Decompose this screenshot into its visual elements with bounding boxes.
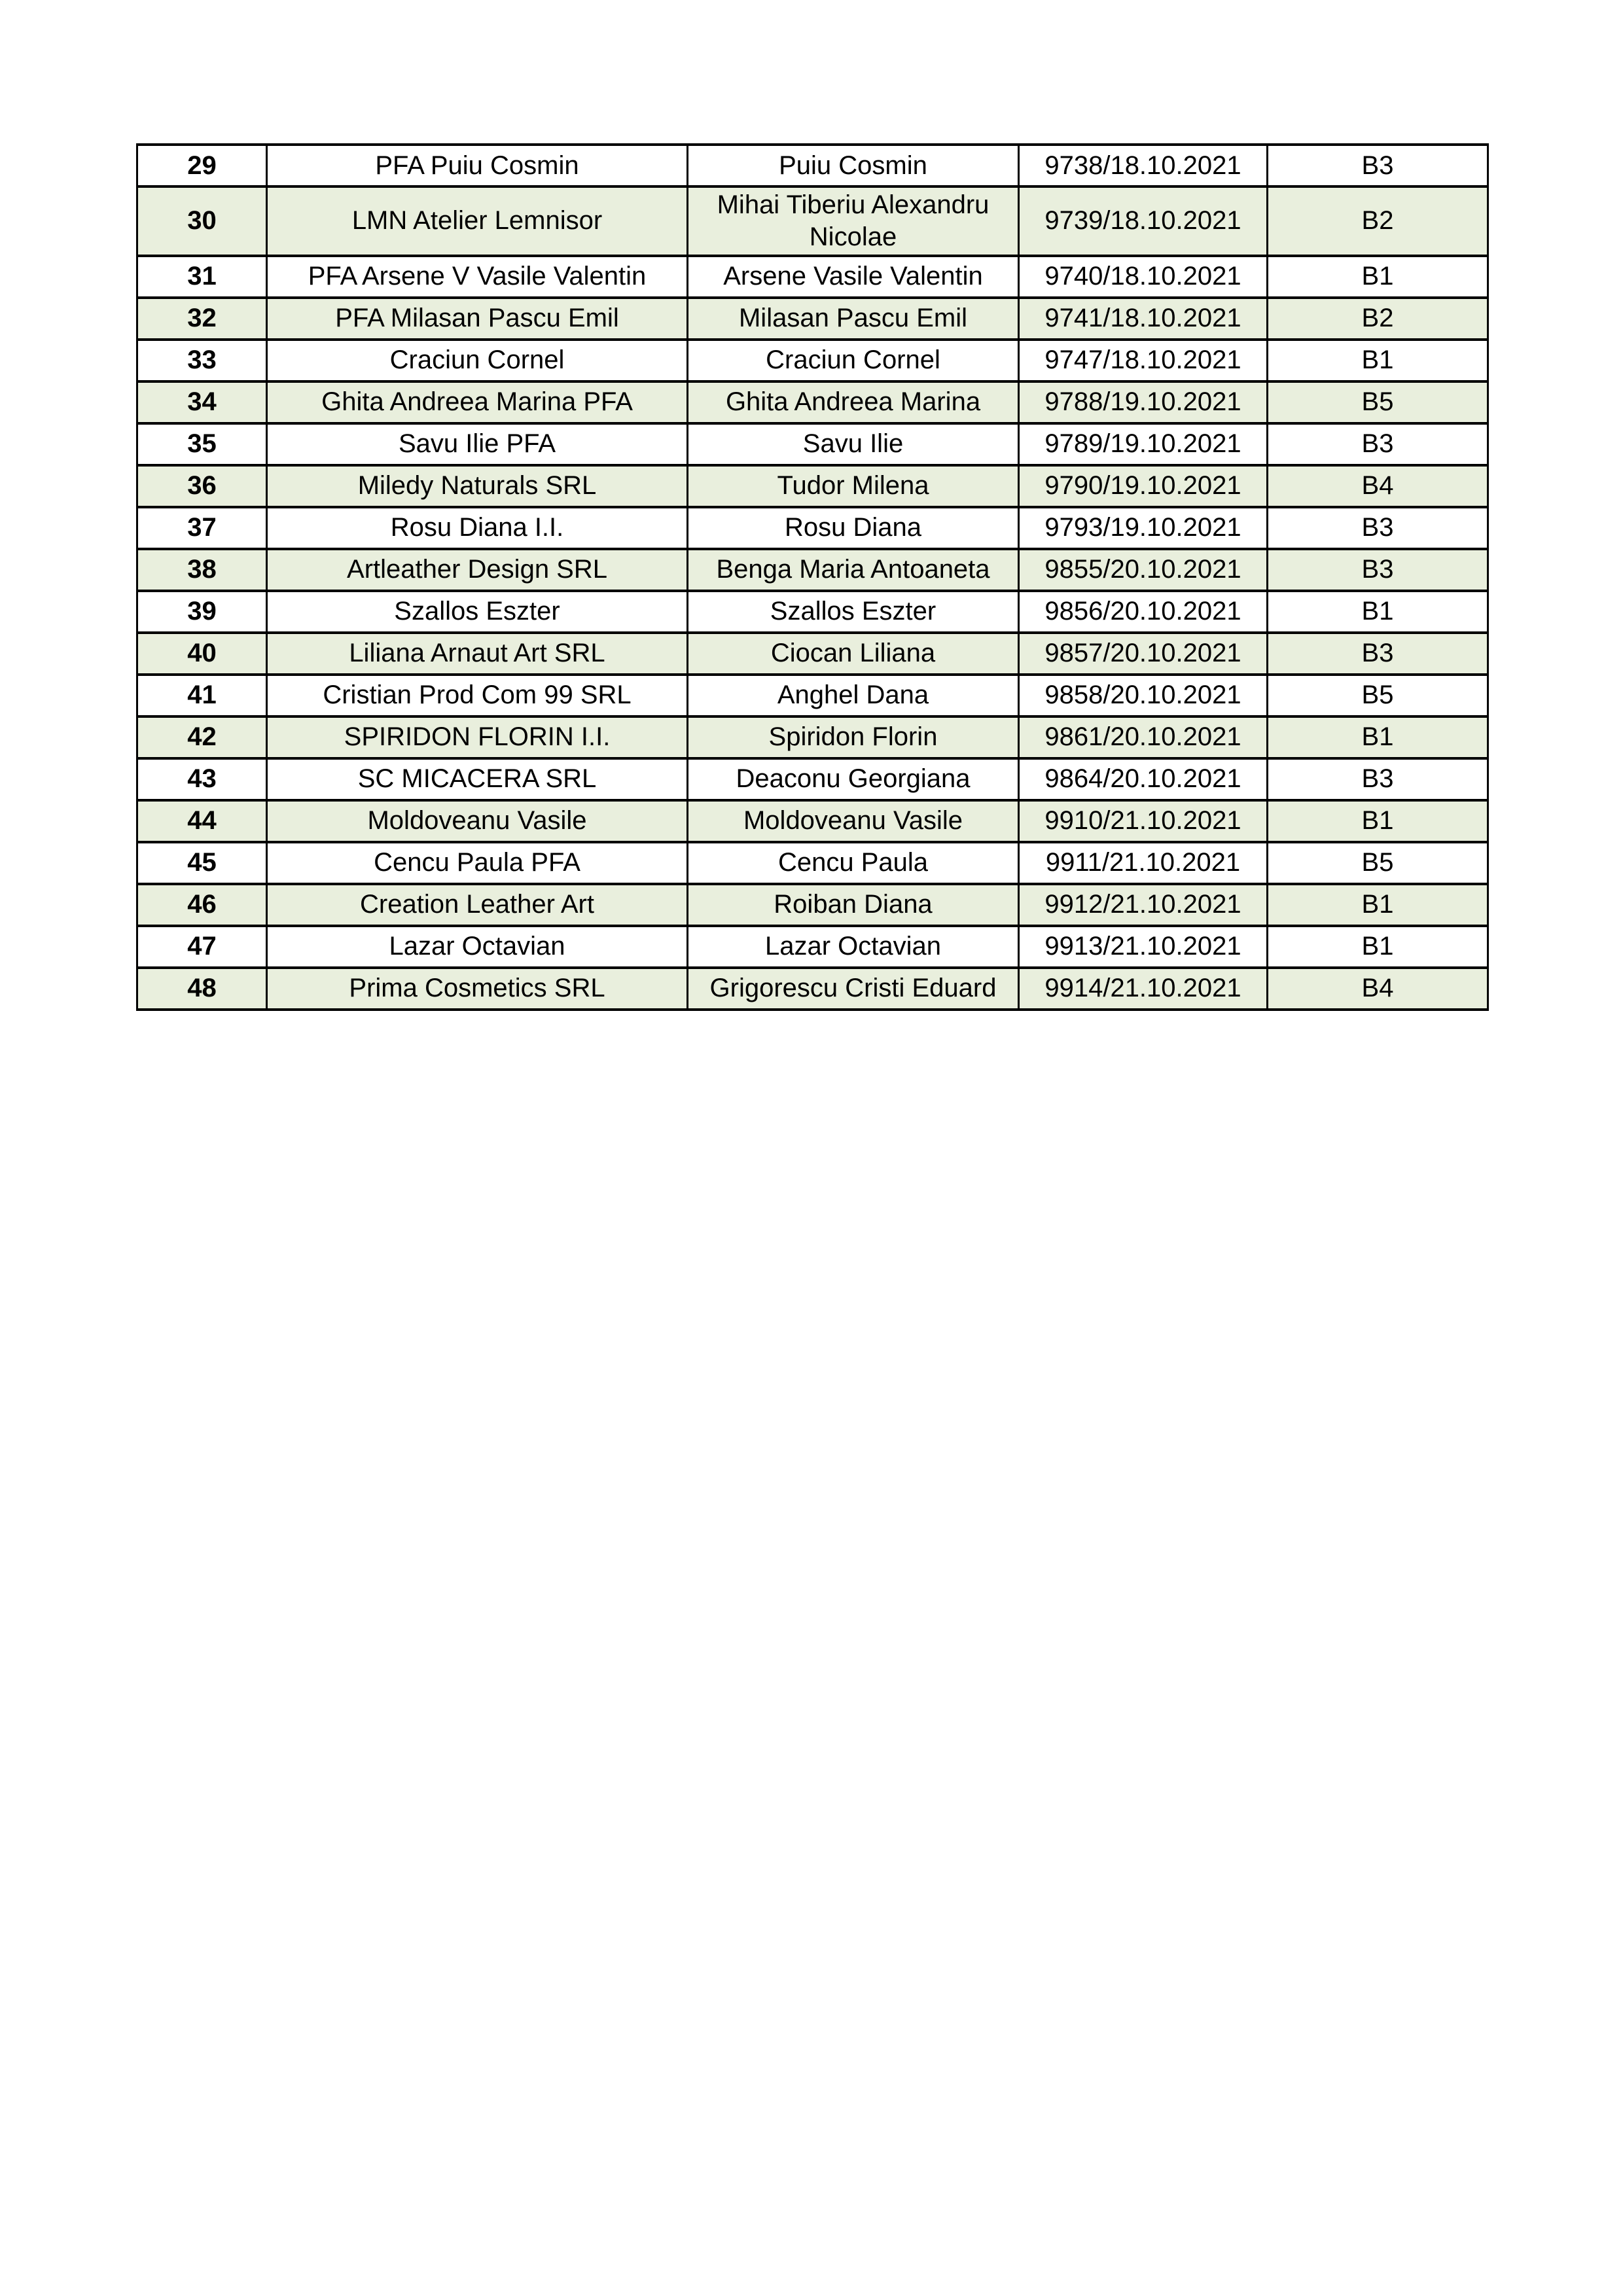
table-row xyxy=(137,465,1488,507)
company-name-cell: Ghita Andreea Marina PFA xyxy=(267,381,688,423)
code-cell: B3 xyxy=(1268,145,1488,186)
table-row xyxy=(137,256,1488,298)
row-number-cell: 32 xyxy=(137,298,267,340)
company-name-cell: PFA Puiu Cosmin xyxy=(267,145,688,186)
company-name-cell: Szallos Eszter xyxy=(267,591,688,633)
person-name-cell: Craciun Cornel xyxy=(688,340,1019,381)
row-number-cell: 29 xyxy=(137,145,267,186)
registration-number-cell: 9738/18.10.2021 xyxy=(1019,145,1268,186)
registration-number-cell: 9911/21.10.2021 xyxy=(1019,842,1268,884)
code-cell: B1 xyxy=(1268,340,1488,381)
person-name-cell: Roiban Diana xyxy=(688,884,1019,926)
person-name-cell: Deaconu Georgiana xyxy=(688,758,1019,800)
registration-number-cell: 9788/19.10.2021 xyxy=(1019,381,1268,423)
table-row xyxy=(137,968,1488,1010)
row-number-cell: 34 xyxy=(137,381,267,423)
person-name-cell: Grigorescu Cristi Eduard xyxy=(688,968,1019,1010)
company-name-cell: Lazar Octavian xyxy=(267,926,688,968)
code-cell: B3 xyxy=(1268,507,1488,549)
code-cell: B1 xyxy=(1268,591,1488,633)
company-name-cell: PFA Arsene V Vasile Valentin xyxy=(267,256,688,298)
row-number-cell: 33 xyxy=(137,340,267,381)
table-row xyxy=(137,186,1488,256)
code-cell: B5 xyxy=(1268,381,1488,423)
registration-number-cell: 9914/21.10.2021 xyxy=(1019,968,1268,1010)
code-cell: B3 xyxy=(1268,633,1488,675)
table-row xyxy=(137,381,1488,423)
row-number-cell: 30 xyxy=(137,186,267,256)
company-name-cell: Craciun Cornel xyxy=(267,340,688,381)
person-name-cell: Lazar Octavian xyxy=(688,926,1019,968)
registration-number-cell: 9910/21.10.2021 xyxy=(1019,800,1268,842)
company-name-cell: Artleather Design SRL xyxy=(267,549,688,591)
row-number-cell: 44 xyxy=(137,800,267,842)
person-name-cell: Szallos Eszter xyxy=(688,591,1019,633)
table-row xyxy=(137,716,1488,758)
row-number-cell: 39 xyxy=(137,591,267,633)
registration-number-cell: 9861/20.10.2021 xyxy=(1019,716,1268,758)
row-number-cell: 48 xyxy=(137,968,267,1010)
person-name-cell: Benga Maria Antoaneta xyxy=(688,549,1019,591)
company-name-cell: Savu Ilie PFA xyxy=(267,423,688,465)
registration-number-cell: 9913/21.10.2021 xyxy=(1019,926,1268,968)
table-row xyxy=(137,340,1488,381)
person-name-cell: Milasan Pascu Emil xyxy=(688,298,1019,340)
row-number-cell: 38 xyxy=(137,549,267,591)
code-cell: B3 xyxy=(1268,549,1488,591)
person-name-cell: Ghita Andreea Marina xyxy=(688,381,1019,423)
company-name-cell: LMN Atelier Lemnisor xyxy=(267,186,688,256)
row-number-cell: 47 xyxy=(137,926,267,968)
company-name-cell: Liliana Arnaut Art SRL xyxy=(267,633,688,675)
code-cell: B5 xyxy=(1268,675,1488,716)
table-row xyxy=(137,549,1488,591)
row-number-cell: 45 xyxy=(137,842,267,884)
registration-number-cell: 9855/20.10.2021 xyxy=(1019,549,1268,591)
person-name-cell: Moldoveanu Vasile xyxy=(688,800,1019,842)
table-row xyxy=(137,633,1488,675)
row-number-cell: 37 xyxy=(137,507,267,549)
code-cell: B1 xyxy=(1268,884,1488,926)
company-name-cell: SC MICACERA SRL xyxy=(267,758,688,800)
person-name-cell: Spiridon Florin xyxy=(688,716,1019,758)
person-name-cell: Mihai Tiberiu Alexandru Nicolae xyxy=(688,186,1019,256)
row-number-cell: 46 xyxy=(137,884,267,926)
company-name-cell: SPIRIDON FLORIN I.I. xyxy=(267,716,688,758)
code-cell: B2 xyxy=(1268,186,1488,256)
person-name-cell: Puiu Cosmin xyxy=(688,145,1019,186)
row-number-cell: 43 xyxy=(137,758,267,800)
code-cell: B4 xyxy=(1268,465,1488,507)
code-cell: B1 xyxy=(1268,256,1488,298)
company-name-cell: PFA Milasan Pascu Emil xyxy=(267,298,688,340)
table-row xyxy=(137,842,1488,884)
company-name-cell: Cristian Prod Com 99 SRL xyxy=(267,675,688,716)
registration-number-cell: 9790/19.10.2021 xyxy=(1019,465,1268,507)
person-name-cell: Savu Ilie xyxy=(688,423,1019,465)
registration-number-cell: 9741/18.10.2021 xyxy=(1019,298,1268,340)
person-name-cell: Tudor Milena xyxy=(688,465,1019,507)
code-cell: B1 xyxy=(1268,716,1488,758)
code-cell: B1 xyxy=(1268,800,1488,842)
registration-number-cell: 9864/20.10.2021 xyxy=(1019,758,1268,800)
code-cell: B2 xyxy=(1268,298,1488,340)
code-cell: B1 xyxy=(1268,926,1488,968)
row-number-cell: 42 xyxy=(137,716,267,758)
person-name-cell: Rosu Diana xyxy=(688,507,1019,549)
person-name-cell: Ciocan Liliana xyxy=(688,633,1019,675)
table-row xyxy=(137,800,1488,842)
company-name-cell: Creation Leather Art xyxy=(267,884,688,926)
company-name-cell: Prima Cosmetics SRL xyxy=(267,968,688,1010)
table-row xyxy=(137,884,1488,926)
table-row xyxy=(137,675,1488,716)
person-name-cell: Cencu Paula xyxy=(688,842,1019,884)
company-name-cell: Miledy Naturals SRL xyxy=(267,465,688,507)
registration-number-cell: 9740/18.10.2021 xyxy=(1019,256,1268,298)
code-cell: B3 xyxy=(1268,758,1488,800)
row-number-cell: 36 xyxy=(137,465,267,507)
registration-number-cell: 9747/18.10.2021 xyxy=(1019,340,1268,381)
registration-number-cell: 9739/18.10.2021 xyxy=(1019,186,1268,256)
table-row xyxy=(137,591,1488,633)
row-number-cell: 35 xyxy=(137,423,267,465)
registration-number-cell: 9856/20.10.2021 xyxy=(1019,591,1268,633)
registration-number-cell: 9857/20.10.2021 xyxy=(1019,633,1268,675)
registry-table-body xyxy=(137,145,1488,1010)
registration-number-cell: 9793/19.10.2021 xyxy=(1019,507,1268,549)
person-name-cell: Arsene Vasile Valentin xyxy=(688,256,1019,298)
company-name-cell: Cencu Paula PFA xyxy=(267,842,688,884)
table-row xyxy=(137,926,1488,968)
row-number-cell: 41 xyxy=(137,675,267,716)
registration-number-cell: 9858/20.10.2021 xyxy=(1019,675,1268,716)
code-cell: B4 xyxy=(1268,968,1488,1010)
table-row xyxy=(137,507,1488,549)
table-row xyxy=(137,298,1488,340)
registration-number-cell: 9912/21.10.2021 xyxy=(1019,884,1268,926)
registration-number-cell: 9789/19.10.2021 xyxy=(1019,423,1268,465)
code-cell: B3 xyxy=(1268,423,1488,465)
company-name-cell: Moldoveanu Vasile xyxy=(267,800,688,842)
table-row xyxy=(137,145,1488,186)
table-row xyxy=(137,758,1488,800)
row-number-cell: 31 xyxy=(137,256,267,298)
code-cell: B5 xyxy=(1268,842,1488,884)
registry-table xyxy=(136,143,1489,1011)
company-name-cell: Rosu Diana I.I. xyxy=(267,507,688,549)
table-row xyxy=(137,423,1488,465)
row-number-cell: 40 xyxy=(137,633,267,675)
person-name-cell: Anghel Dana xyxy=(688,675,1019,716)
